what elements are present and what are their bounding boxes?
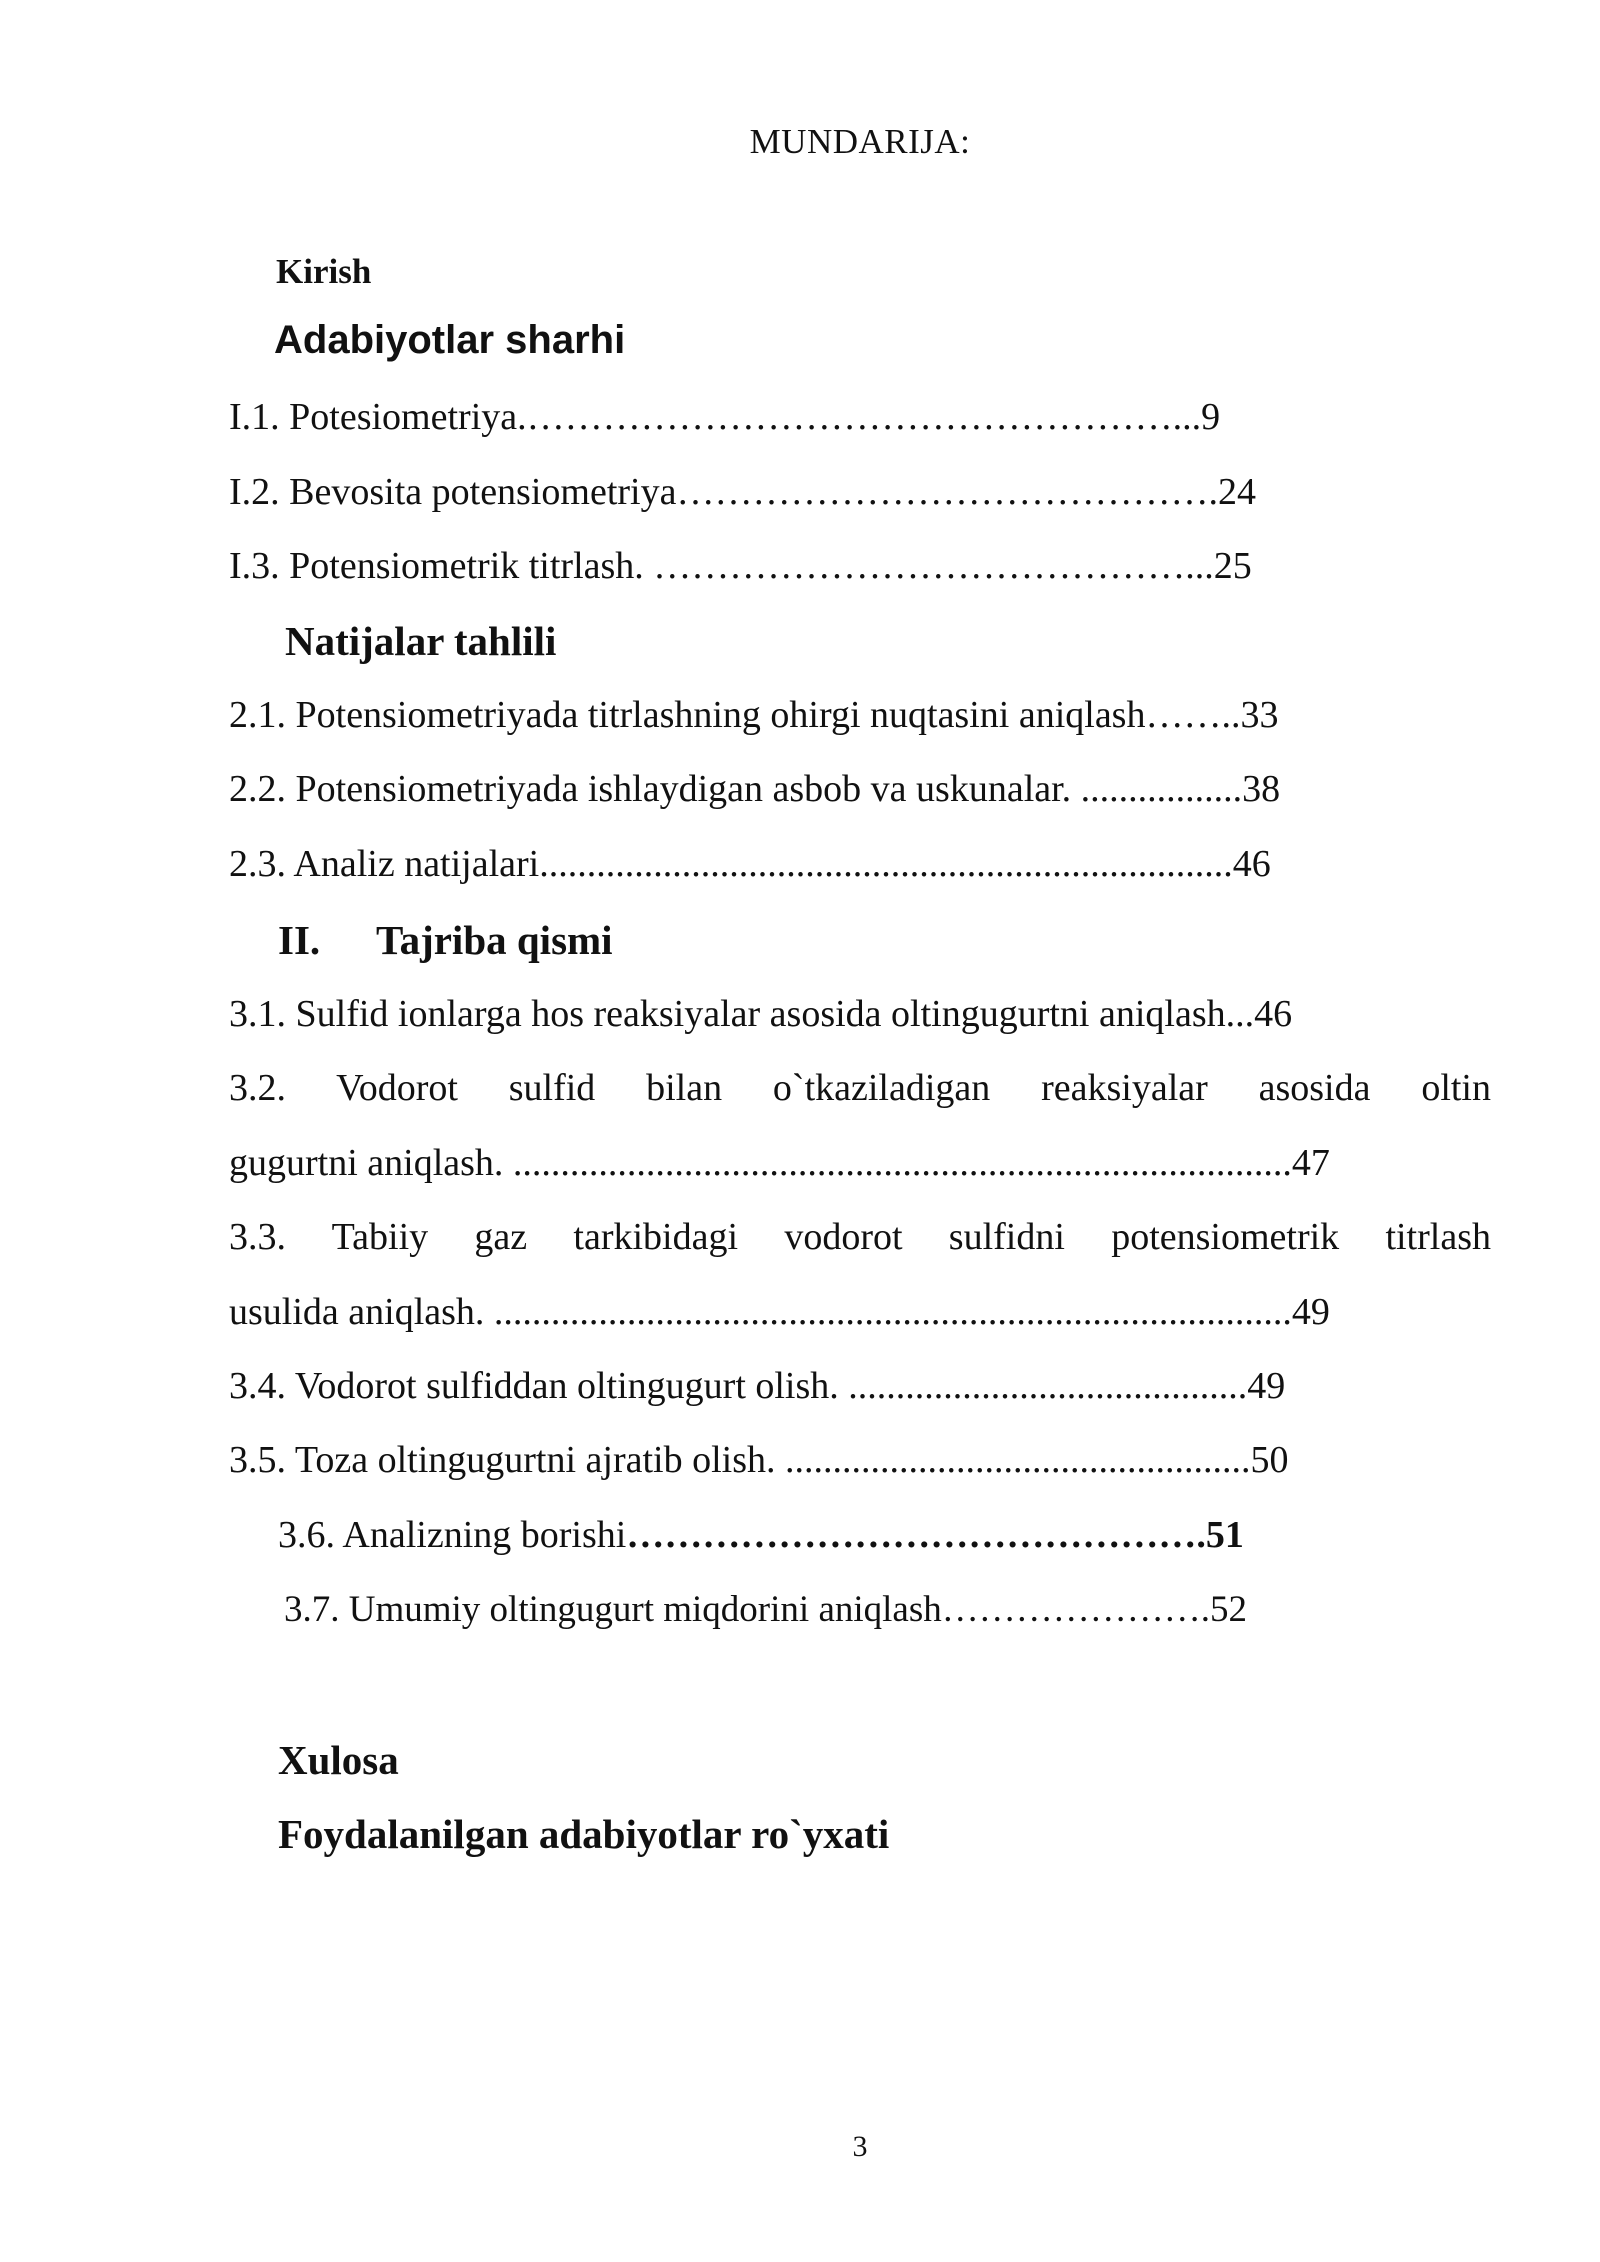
toc-entry-3-5: 3.5. Toza oltingugurtni ajratib olish. .................................................50 <box>229 1439 1289 1481</box>
entry-3-6-text: 3.6. Analizning borishi <box>278 1514 627 1556</box>
toc-natijalar-tahlili: Natijalar tahlili <box>285 618 557 664</box>
toc-entry-3-2-line1: 3.2. Vodorot sulfid bilan o`tkaziladigan reaksiyalar asosida oltin <box>229 1067 1491 1109</box>
toc-entry-2-2: 2.2. Potensiometriyada ishlaydigan asbob va uskunalar. .................38 <box>229 768 1281 810</box>
toc-entry-2-3: 2.3. Analiz natijalari.........................................................................46 <box>229 843 1271 885</box>
toc-foydalanilgan-adabiyotlar: Foydalanilgan adabiyotlar ro`yxati <box>278 1811 890 1857</box>
entry-3-6-leader: ……………………………………….51 <box>626 1514 1244 1556</box>
roman-numeral: II. <box>278 917 321 963</box>
toc-entry-3-7: 3.7. Umumiy oltingugurt miqdorini aniqlash………………….52 <box>284 1589 1247 1630</box>
page-title: MUNDARIJA: <box>749 122 971 161</box>
toc-entry-i1: I.1. Potesiometriya.……………………………………………...9 <box>229 396 1221 438</box>
toc-entry-3-4: 3.4. Vodorot sulfiddan oltingugurt olish. ..........................................49 <box>229 1365 1286 1407</box>
toc-entry-i2: I.2. Bevosita potensiometriya…………………………………….24 <box>229 471 1256 513</box>
toc-entry-3-1: 3.1. Sulfid ionlarga hos reaksiyalar asosida oltingugurtni aniqlash...46 <box>229 993 1293 1035</box>
page-number: 3 <box>852 2130 868 2163</box>
toc-adabiyotlar-sharhi: Adabiyotlar sharhi <box>274 318 626 362</box>
toc-entry-3-6 <box>278 1513 1244 1558</box>
toc-entry-3-2-line2: gugurtni aniqlash. ..................................................................................47 <box>229 1142 1330 1184</box>
toc-xulosa: Xulosa <box>278 1737 399 1783</box>
toc-tajriba-qismi <box>278 916 613 964</box>
toc-entry-3-3-line1: 3.3. Tabiiy gaz tarkibidagi vodorot sulfidni potensiometrik titrlash <box>229 1216 1491 1258</box>
toc-entry-2-1: 2.1. Potensiometriyada titrlashning ohirgi nuqtasini aniqlash……..33 <box>229 694 1279 736</box>
tajriba-label: Tajriba qismi <box>376 917 613 963</box>
toc-entry-i3: I.3. Potensiometrik titrlash. ……………………………………...25 <box>229 545 1252 587</box>
toc-kirish: Kirish <box>276 252 372 291</box>
toc-entry-3-3-line2: usulida aniqlash. ....................................................................................49 <box>229 1291 1330 1333</box>
